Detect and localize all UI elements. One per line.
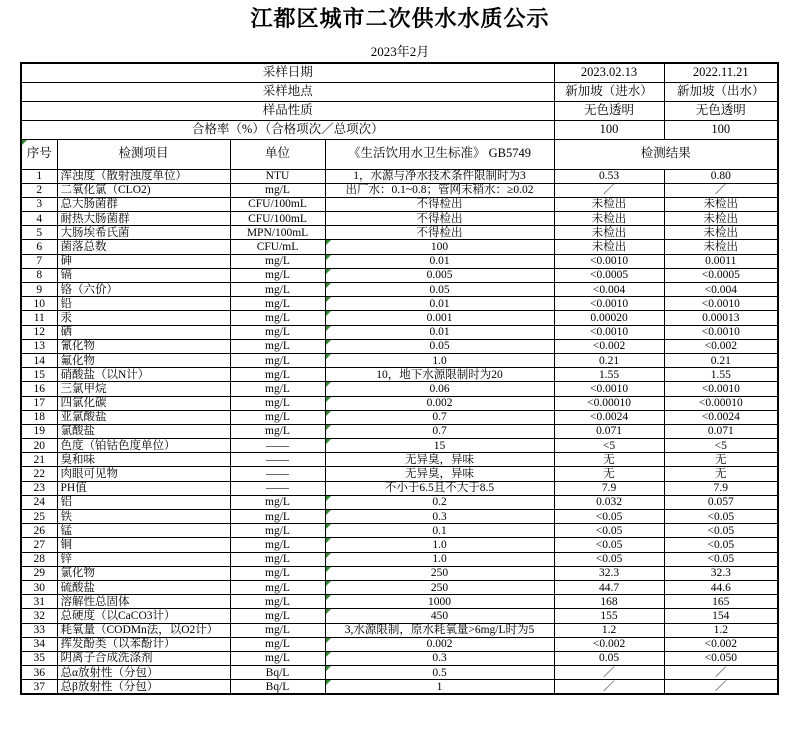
table-row (21, 283, 778, 297)
cell-standard: 0.3 (325, 651, 554, 665)
cell-standard: 0.1 (325, 524, 554, 538)
cell-unit: —— (230, 453, 325, 467)
cell-result-1: 155 (554, 609, 664, 623)
cell-item: 总β放射性（分包） (57, 680, 230, 694)
cell-no: 32 (21, 609, 57, 623)
table-row (21, 609, 778, 623)
table-row (21, 666, 778, 680)
sample-property-1: 无色透明 (554, 101, 664, 120)
table-row (21, 595, 778, 609)
table-row (21, 453, 778, 467)
sample-property-2: 无色透明 (664, 101, 778, 120)
col-header-unit: 单位 (230, 139, 325, 169)
cell-result-2: ／ (664, 666, 778, 680)
cell-unit: mg/L (230, 566, 325, 580)
table-row (21, 580, 778, 594)
cell-no: 25 (21, 510, 57, 524)
cell-standard: 15 (325, 439, 554, 453)
cell-result-1: 7.9 (554, 481, 664, 495)
cell-result-1: <0.0010 (554, 325, 664, 339)
info-label-pass-rate: 合格率（%）（合格项次／总项次） (21, 120, 554, 139)
cell-result-2: <0.002 (664, 339, 778, 353)
table-row (21, 240, 778, 254)
col-header-item: 检测项目 (57, 139, 230, 169)
table-row-sampling-location (21, 82, 778, 101)
cell-result-2: 165 (664, 595, 778, 609)
cell-result-2: ／ (664, 183, 778, 197)
cell-standard: 0.5 (325, 666, 554, 680)
cell-no: 24 (21, 495, 57, 509)
cell-result-1: 0.21 (554, 353, 664, 367)
cell-standard: 0.01 (325, 325, 554, 339)
cell-result-1: ／ (554, 666, 664, 680)
cell-result-1: <0.0010 (554, 297, 664, 311)
table-header-section (21, 63, 778, 169)
cell-unit: mg/L (230, 268, 325, 282)
table-row (21, 651, 778, 665)
cell-result-1: <0.05 (554, 552, 664, 566)
cell-item: 硝酸盐（以N计） (57, 368, 230, 382)
cell-standard: 100 (325, 240, 554, 254)
cell-result-1: <0.0010 (554, 254, 664, 268)
table-data-section (21, 169, 778, 694)
pass-rate-2: 100 (664, 120, 778, 139)
cell-unit: mg/L (230, 510, 325, 524)
cell-result-2: 无 (664, 467, 778, 481)
cell-standard: 无异臭，异味 (325, 453, 554, 467)
page-title: 江都区城市二次供水水质公示 (250, 6, 550, 31)
pass-rate-1: 100 (554, 120, 664, 139)
cell-no: 8 (21, 268, 57, 282)
table-row (21, 510, 778, 524)
cell-no: 15 (21, 368, 57, 382)
table-row (21, 623, 778, 637)
cell-result-1: 168 (554, 595, 664, 609)
sampling-date-2: 2022.11.21 (664, 63, 778, 82)
cell-unit: mg/L (230, 353, 325, 367)
cell-item: 大肠埃希氏菌 (57, 226, 230, 240)
cell-result-2: <0.0010 (664, 297, 778, 311)
table-row (21, 382, 778, 396)
cell-no: 2 (21, 183, 57, 197)
cell-result-1: 0.05 (554, 651, 664, 665)
col-header-no: 序号 (21, 139, 57, 169)
table-row (21, 410, 778, 424)
cell-standard: 无异臭，异味 (325, 467, 554, 481)
cell-no: 10 (21, 297, 57, 311)
info-label-sampling-location: 采样地点 (21, 82, 554, 101)
cell-item: 氯化物 (57, 566, 230, 580)
table-row (21, 495, 778, 509)
cell-standard: 0.005 (325, 268, 554, 282)
cell-no: 19 (21, 424, 57, 438)
info-label-sample-property: 样品性质 (21, 101, 554, 120)
cell-item: 二氧化氯（CLO2) (57, 183, 230, 197)
cell-no: 9 (21, 283, 57, 297)
cell-result-1: 1.2 (554, 623, 664, 637)
cell-result-1: 44.7 (554, 580, 664, 594)
cell-unit: mg/L (230, 524, 325, 538)
cell-no: 12 (21, 325, 57, 339)
cell-no: 30 (21, 580, 57, 594)
cell-item: 汞 (57, 311, 230, 325)
cell-standard: 不小于6.5且不大于8.5 (325, 481, 554, 495)
cell-result-2: 0.80 (664, 169, 778, 183)
info-label-sampling-date: 采样日期 (21, 63, 554, 82)
cell-standard: 0.2 (325, 495, 554, 509)
cell-result-1: <5 (554, 439, 664, 453)
cell-no: 17 (21, 396, 57, 410)
cell-unit: —— (230, 481, 325, 495)
cell-item: 铬（六价） (57, 283, 230, 297)
cell-no: 4 (21, 212, 57, 226)
cell-standard: 10，地下水源限制时为20 (325, 368, 554, 382)
cell-result-2: 未检出 (664, 240, 778, 254)
cell-item: 硒 (57, 325, 230, 339)
cell-result-2: <0.050 (664, 651, 778, 665)
cell-result-1: ／ (554, 680, 664, 694)
cell-standard: 0.002 (325, 637, 554, 651)
cell-item: 菌落总数 (57, 240, 230, 254)
cell-result-1: 0.00020 (554, 311, 664, 325)
cell-item: 三氯甲烷 (57, 382, 230, 396)
cell-standard: 不得检出 (325, 212, 554, 226)
cell-result-1: <0.00010 (554, 396, 664, 410)
cell-result-1: <0.0010 (554, 382, 664, 396)
cell-unit: MPN/100mL (230, 226, 325, 240)
cell-unit: —— (230, 467, 325, 481)
cell-no: 33 (21, 623, 57, 637)
col-header-result: 检测结果 (554, 139, 778, 169)
cell-standard: 0.7 (325, 424, 554, 438)
cell-item: 硫酸盐 (57, 580, 230, 594)
table-row (21, 197, 778, 211)
cell-unit: mg/L (230, 339, 325, 353)
cell-item: 四氯化碳 (57, 396, 230, 410)
table-row (21, 680, 778, 694)
cell-result-1: <0.002 (554, 637, 664, 651)
cell-unit: mg/L (230, 297, 325, 311)
cell-result-1: <0.05 (554, 510, 664, 524)
cell-no: 13 (21, 339, 57, 353)
cell-no: 18 (21, 410, 57, 424)
col-header-standard: 《生活饮用水卫生标准》 GB5749 (325, 139, 554, 169)
table-row-pass-rate (21, 120, 778, 139)
cell-no: 36 (21, 666, 57, 680)
table-row-sample-property (21, 101, 778, 120)
cell-unit: mg/L (230, 396, 325, 410)
cell-unit: mg/L (230, 651, 325, 665)
cell-item: 阴离子合成洗涤剂 (57, 651, 230, 665)
cell-unit: mg/L (230, 410, 325, 424)
cell-standard: 1000 (325, 595, 554, 609)
cell-result-2: <0.05 (664, 510, 778, 524)
cell-item: 肉眼可见物 (57, 467, 230, 481)
cell-result-1: <0.002 (554, 339, 664, 353)
cell-standard: 0.7 (325, 410, 554, 424)
cell-result-2: <0.05 (664, 552, 778, 566)
table-row (21, 339, 778, 353)
cell-item: 耗氧量（CODMn法，以O2计） (57, 623, 230, 637)
cell-unit: Bq/L (230, 680, 325, 694)
cell-unit: mg/L (230, 382, 325, 396)
cell-standard: 0.001 (325, 311, 554, 325)
cell-result-2: 1.55 (664, 368, 778, 382)
cell-result-2: <0.002 (664, 637, 778, 651)
cell-unit: mg/L (230, 609, 325, 623)
cell-result-2: 154 (664, 609, 778, 623)
cell-item: 总大肠菌群 (57, 197, 230, 211)
cell-item: 亚氯酸盐 (57, 410, 230, 424)
cell-result-2: 0.071 (664, 424, 778, 438)
cell-standard: 不得检出 (325, 197, 554, 211)
cell-standard: 1，水源与净水技术条件限制时为3 (325, 169, 554, 183)
cell-item: 镉 (57, 268, 230, 282)
cell-unit: mg/L (230, 424, 325, 438)
cell-item: 铅 (57, 297, 230, 311)
cell-result-2: <0.004 (664, 283, 778, 297)
sampling-location-2: 新加坡（出水） (664, 82, 778, 101)
cell-result-2: <0.0010 (664, 325, 778, 339)
cell-standard: 0.01 (325, 254, 554, 268)
cell-no: 21 (21, 453, 57, 467)
cell-no: 31 (21, 595, 57, 609)
cell-no: 22 (21, 467, 57, 481)
cell-no: 23 (21, 481, 57, 495)
cell-unit: mg/L (230, 254, 325, 268)
cell-result-1: 未检出 (554, 240, 664, 254)
table-row (21, 396, 778, 410)
table-row (21, 226, 778, 240)
sampling-location-1: 新加坡（进水） (554, 82, 664, 101)
cell-result-2: <5 (664, 439, 778, 453)
cell-result-2: 未检出 (664, 197, 778, 211)
cell-result-1: ／ (554, 183, 664, 197)
cell-unit: mg/L (230, 325, 325, 339)
table-row (21, 212, 778, 226)
cell-result-1: <0.004 (554, 283, 664, 297)
cell-no: 3 (21, 197, 57, 211)
cell-standard: 0.002 (325, 396, 554, 410)
cell-result-2: 无 (664, 453, 778, 467)
table-row (21, 183, 778, 197)
cell-item: 氰化物 (57, 339, 230, 353)
table-row (21, 566, 778, 580)
table-row (21, 311, 778, 325)
cell-unit: mg/L (230, 368, 325, 382)
cell-item: 锰 (57, 524, 230, 538)
table-column-header-row (21, 139, 778, 169)
table-row (21, 439, 778, 453)
cell-item: 氟化物 (57, 353, 230, 367)
cell-result-1: 无 (554, 453, 664, 467)
cell-result-2: 0.00013 (664, 311, 778, 325)
cell-result-1: 未检出 (554, 197, 664, 211)
cell-unit: Bq/L (230, 666, 325, 680)
table-row (21, 325, 778, 339)
cell-result-2: 44.6 (664, 580, 778, 594)
cell-unit: NTU (230, 169, 325, 183)
cell-no: 11 (21, 311, 57, 325)
cell-no: 27 (21, 538, 57, 552)
cell-item: 总硬度（以CaCO3计） (57, 609, 230, 623)
cell-standard: 0.01 (325, 297, 554, 311)
cell-no: 34 (21, 637, 57, 651)
cell-item: PH值 (57, 481, 230, 495)
cell-unit: —— (230, 439, 325, 453)
cell-unit: mg/L (230, 283, 325, 297)
cell-result-2: ／ (664, 680, 778, 694)
cell-no: 5 (21, 226, 57, 240)
table-row (21, 268, 778, 282)
cell-unit: CFU/100mL (230, 197, 325, 211)
cell-standard: 450 (325, 609, 554, 623)
cell-standard: 0.06 (325, 382, 554, 396)
table-row (21, 637, 778, 651)
cell-unit: mg/L (230, 183, 325, 197)
cell-result-2: 7.9 (664, 481, 778, 495)
cell-item: 氯酸盐 (57, 424, 230, 438)
cell-unit: mg/L (230, 311, 325, 325)
cell-no: 37 (21, 680, 57, 694)
cell-standard: 3,水源限制，原水耗氧量>6mg/L时为5 (325, 623, 554, 637)
cell-item: 总α放射性（分包） (57, 666, 230, 680)
table-row (21, 524, 778, 538)
cell-result-1: 0.032 (554, 495, 664, 509)
cell-standard: 1.0 (325, 353, 554, 367)
cell-result-2: 未检出 (664, 212, 778, 226)
water-quality-table (20, 62, 779, 695)
cell-item: 耐热大肠菌群 (57, 212, 230, 226)
table-row-sampling-date (21, 63, 778, 82)
cell-item: 挥发酚类（以苯酚计） (57, 637, 230, 651)
cell-no: 26 (21, 524, 57, 538)
report-month: 2023年2月 (370, 44, 430, 59)
cell-result-2: 0.057 (664, 495, 778, 509)
cell-no: 35 (21, 651, 57, 665)
cell-result-1: 未检出 (554, 212, 664, 226)
cell-item: 臭和味 (57, 453, 230, 467)
cell-item: 溶解性总固体 (57, 595, 230, 609)
cell-no: 28 (21, 552, 57, 566)
cell-no: 6 (21, 240, 57, 254)
cell-result-1: <0.05 (554, 538, 664, 552)
cell-result-1: 无 (554, 467, 664, 481)
table-row (21, 481, 778, 495)
cell-result-2: <0.0010 (664, 382, 778, 396)
cell-result-1: <0.0005 (554, 268, 664, 282)
cell-standard: 250 (325, 580, 554, 594)
cell-result-2: 32.3 (664, 566, 778, 580)
cell-result-2: <0.05 (664, 524, 778, 538)
cell-item: 铜 (57, 538, 230, 552)
cell-item: 浑浊度（散射浊度单位） (57, 169, 230, 183)
cell-no: 16 (21, 382, 57, 396)
cell-standard: 1.0 (325, 538, 554, 552)
cell-unit: mg/L (230, 623, 325, 637)
cell-result-1: 未检出 (554, 226, 664, 240)
table-row (21, 424, 778, 438)
cell-unit: mg/L (230, 538, 325, 552)
cell-standard: 出厂水：0.1~0.8；管网末稍水：≥0.02 (325, 183, 554, 197)
cell-result-2: 0.21 (664, 353, 778, 367)
cell-result-1: <0.05 (554, 524, 664, 538)
cell-standard: 不得检出 (325, 226, 554, 240)
cell-item: 铁 (57, 510, 230, 524)
cell-standard: 250 (325, 566, 554, 580)
cell-no: 1 (21, 169, 57, 183)
cell-item: 锌 (57, 552, 230, 566)
cell-result-1: 0.071 (554, 424, 664, 438)
cell-unit: mg/L (230, 637, 325, 651)
cell-result-1: 32.3 (554, 566, 664, 580)
cell-unit: CFU/100mL (230, 212, 325, 226)
table-row (21, 368, 778, 382)
table-row (21, 353, 778, 367)
table-row (21, 169, 778, 183)
cell-unit: mg/L (230, 552, 325, 566)
table-row (21, 297, 778, 311)
table-row (21, 467, 778, 481)
cell-result-1: 0.53 (554, 169, 664, 183)
cell-result-2: <0.05 (664, 538, 778, 552)
cell-unit: mg/L (230, 580, 325, 594)
cell-item: 铝 (57, 495, 230, 509)
cell-standard: 1 (325, 680, 554, 694)
cell-result-2: 1.2 (664, 623, 778, 637)
cell-standard: 1.0 (325, 552, 554, 566)
cell-unit: CFU/mL (230, 240, 325, 254)
cell-result-1: 1.55 (554, 368, 664, 382)
table-row (21, 552, 778, 566)
cell-standard: 0.05 (325, 283, 554, 297)
cell-no: 7 (21, 254, 57, 268)
table-row (21, 254, 778, 268)
sampling-date-1: 2023.02.13 (554, 63, 664, 82)
cell-standard: 0.05 (325, 339, 554, 353)
cell-item: 砷 (57, 254, 230, 268)
cell-no: 29 (21, 566, 57, 580)
cell-unit: mg/L (230, 595, 325, 609)
cell-unit: mg/L (230, 495, 325, 509)
cell-result-2: <0.0024 (664, 410, 778, 424)
cell-result-2: 未检出 (664, 226, 778, 240)
cell-result-2: <0.00010 (664, 396, 778, 410)
cell-no: 14 (21, 353, 57, 367)
cell-item: 色度（铂钴色度单位） (57, 439, 230, 453)
table-row (21, 538, 778, 552)
cell-no: 20 (21, 439, 57, 453)
cell-result-2: <0.0005 (664, 268, 778, 282)
cell-result-2: 0.0011 (664, 254, 778, 268)
cell-result-1: <0.0024 (554, 410, 664, 424)
cell-standard: 0.3 (325, 510, 554, 524)
